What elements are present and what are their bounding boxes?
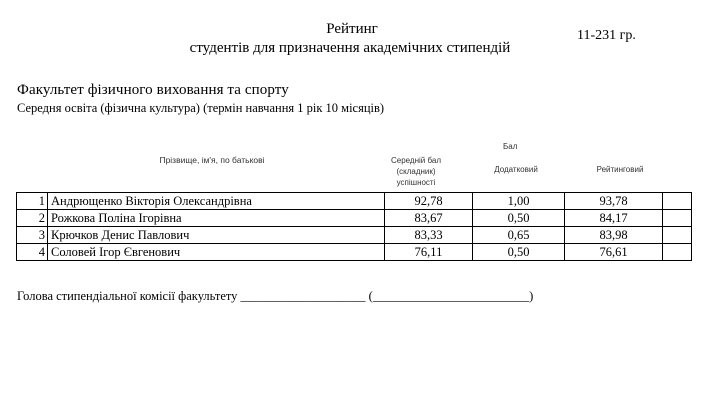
empty-cell bbox=[663, 244, 692, 261]
row-number: 4 bbox=[17, 244, 48, 261]
row-number: 3 bbox=[17, 227, 48, 244]
avg-score: 83,33 bbox=[385, 227, 473, 244]
page-title: Рейтинг bbox=[326, 21, 378, 37]
avg-score: 76,11 bbox=[385, 244, 473, 261]
rating-score: 83,98 bbox=[565, 227, 663, 244]
extra-score: 0,50 bbox=[473, 210, 565, 227]
rating-score: 84,17 bbox=[565, 210, 663, 227]
table-row bbox=[17, 210, 692, 227]
extra-score: 0,65 bbox=[473, 227, 565, 244]
row-number: 2 bbox=[17, 210, 48, 227]
empty-cell bbox=[663, 227, 692, 244]
avg-score: 83,67 bbox=[385, 210, 473, 227]
extra-score: 1,00 bbox=[473, 193, 565, 210]
page-subtitle: студентів для призначення академічних стипендій bbox=[189, 40, 511, 56]
student-name: Крючков Денис Павлович bbox=[48, 227, 385, 244]
program-name: Середня освіта (фізична культура) (термін навчання 1 рік 10 місяців) bbox=[17, 101, 385, 115]
rating-score-header: Рейтинговий bbox=[596, 165, 644, 174]
score-group-header: Бал bbox=[503, 142, 518, 151]
empty-cell bbox=[663, 193, 692, 210]
avg-score-header: Середній бал (складник) успішності bbox=[390, 156, 442, 187]
extra-score-header: Додатковий bbox=[494, 165, 538, 174]
student-name: Рожкова Поліна Ігорівна bbox=[48, 210, 385, 227]
table-row bbox=[17, 227, 692, 244]
signature-line: Голова стипендіальної комісії факультету ____________________ (_________________________) bbox=[17, 289, 534, 303]
rating-table bbox=[16, 192, 692, 261]
avg-score: 92,78 bbox=[385, 193, 473, 210]
group-label: 11-231 гр. bbox=[577, 28, 636, 43]
extra-score: 0,50 bbox=[473, 244, 565, 261]
rating-score: 76,61 bbox=[565, 244, 663, 261]
faculty-name: Факультет фізичного виховання та спорту bbox=[17, 82, 289, 98]
table-row bbox=[17, 193, 692, 210]
student-name: Соловей Ігор Євгенович bbox=[48, 244, 385, 261]
row-number: 1 bbox=[17, 193, 48, 210]
empty-cell bbox=[663, 210, 692, 227]
rating-score: 93,78 bbox=[565, 193, 663, 210]
student-name: Андрющенко Вікторія Олександрівна bbox=[48, 193, 385, 210]
name-column-header: Прізвище, ім'я, по батькові bbox=[159, 155, 265, 165]
table-row bbox=[17, 244, 692, 261]
